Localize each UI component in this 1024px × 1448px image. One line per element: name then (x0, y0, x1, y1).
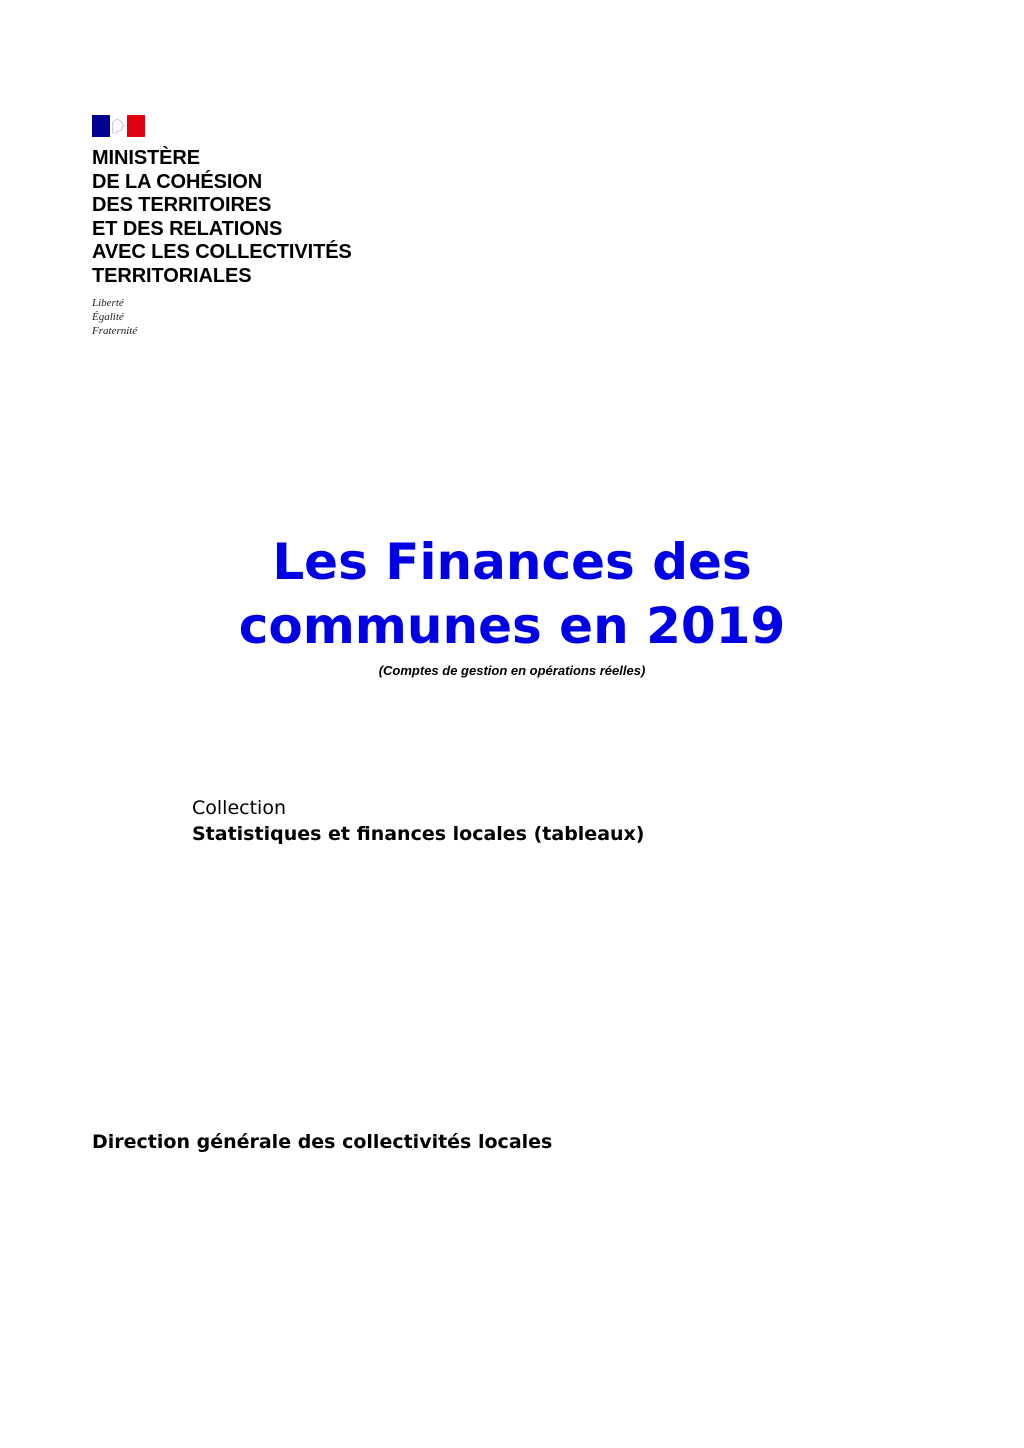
ministry-line: DES TERRITOIRES (92, 194, 272, 216)
document-subtitle: (Comptes de gestion en opérations réelles) (378, 663, 646, 678)
ministry-line: ET DES RELATIONS (92, 217, 283, 240)
motto-line: Égalité (92, 311, 124, 323)
ministry-line: MINISTÈRE (92, 147, 200, 169)
collection-name: Statistiques et finances locales (tableaux) (192, 823, 645, 845)
motto-line: Liberté (92, 297, 124, 309)
collection-label: Collection (192, 797, 286, 819)
ministry-line: TERRITORIALES (92, 264, 252, 287)
title-line: Les Finances des (272, 533, 752, 591)
marianne-profile-icon (108, 118, 128, 134)
motto-line: Fraternité (92, 325, 138, 337)
republic-motto (92, 296, 352, 338)
ministry-name (92, 147, 352, 288)
document-title (0, 530, 1024, 658)
title-line: communes en 2019 (238, 597, 786, 655)
ministry-line: AVEC LES COLLECTIVITÉS (92, 241, 352, 263)
publishing-authority: Direction générale des collectivités locales (92, 1131, 553, 1153)
ministry-logo (92, 115, 352, 338)
ministry-line: DE LA COHÉSION (92, 170, 263, 193)
marianne-flag-icon (92, 115, 145, 137)
flag-red-stripe (127, 115, 145, 137)
